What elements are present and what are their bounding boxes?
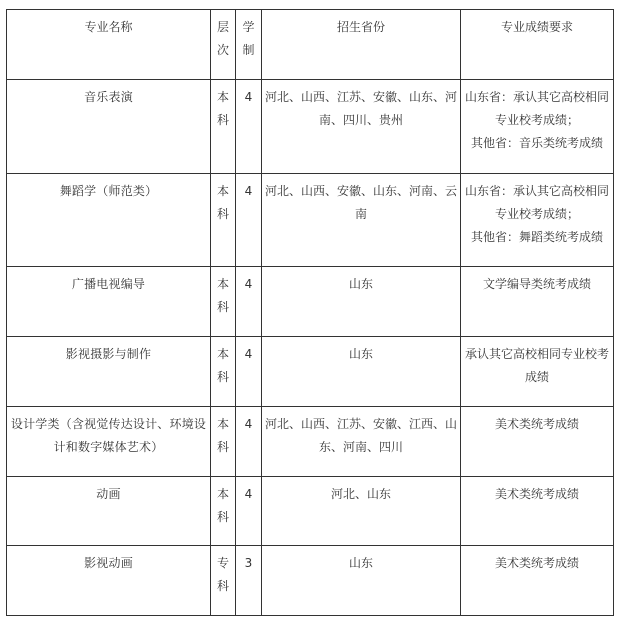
level-line1: 本 <box>216 487 229 501</box>
level-line2: 科 <box>216 300 229 314</box>
major-name-cell: 舞蹈学（师范类） <box>7 174 211 267</box>
requirement-line2: 其他省：舞蹈类统考成绩 <box>470 230 603 244</box>
level-cell <box>211 407 236 477</box>
level-line1: 专 <box>216 556 229 570</box>
header-years-line1: 学 <box>242 20 255 34</box>
major-name-cell: 音乐表演 <box>7 80 211 174</box>
years-cell: 3 <box>236 546 262 616</box>
header-requirement: 专业成绩要求 <box>461 10 614 80</box>
years-cell: 4 <box>236 477 262 546</box>
level-line1: 本 <box>216 347 229 361</box>
level-line1: 本 <box>216 184 229 198</box>
header-level-line1: 层 <box>216 20 229 34</box>
requirement-line1: 山东省：承认其它高校相同专业校考成绩； <box>464 90 609 127</box>
requirement-cell <box>461 174 614 267</box>
header-level <box>211 10 236 80</box>
level-line1: 本 <box>216 277 229 291</box>
level-line2: 科 <box>216 510 229 524</box>
table-row <box>7 546 614 616</box>
level-line2: 科 <box>216 207 229 221</box>
major-name-cell: 影视摄影与制作 <box>7 337 211 407</box>
requirement-cell: 美术类统考成绩 <box>461 477 614 546</box>
header-years <box>236 10 262 80</box>
level-line2: 科 <box>216 579 229 593</box>
major-name-cell: 影视动画 <box>7 546 211 616</box>
provinces-cell: 河北、山西、江苏、安徽、江西、山东、河南、四川 <box>262 407 461 477</box>
level-cell <box>211 337 236 407</box>
requirement-cell: 美术类统考成绩 <box>461 546 614 616</box>
header-years-line2: 制 <box>242 43 255 57</box>
major-name-cell: 设计学类（含视觉传达设计、环境设计和数字媒体艺术） <box>7 407 211 477</box>
level-line2: 科 <box>216 113 229 127</box>
level-cell <box>211 477 236 546</box>
header-provinces: 招生省份 <box>262 10 461 80</box>
provinces-cell: 河北、山西、江苏、安徽、山东、河南、四川、贵州 <box>262 80 461 174</box>
level-line2: 科 <box>216 440 229 454</box>
header-major-name: 专业名称 <box>7 10 211 80</box>
majors-table <box>6 9 614 616</box>
requirement-cell <box>461 80 614 174</box>
requirement-line2: 其他省：音乐类统考成绩 <box>470 136 603 150</box>
table-row <box>7 337 614 407</box>
years-cell: 4 <box>236 80 262 174</box>
requirement-cell: 承认其它高校相同专业校考成绩 <box>461 337 614 407</box>
level-line1: 本 <box>216 90 229 104</box>
years-cell: 4 <box>236 337 262 407</box>
table-row <box>7 267 614 337</box>
provinces-cell: 河北、山西、安徽、山东、河南、云南 <box>262 174 461 267</box>
header-level-line2: 次 <box>216 43 229 57</box>
level-line1: 本 <box>216 417 229 431</box>
provinces-cell: 山东 <box>262 337 461 407</box>
table-row <box>7 80 614 174</box>
provinces-cell: 河北、山东 <box>262 477 461 546</box>
level-cell <box>211 174 236 267</box>
years-cell: 4 <box>236 407 262 477</box>
level-line2: 科 <box>216 370 229 384</box>
requirement-cell: 美术类统考成绩 <box>461 407 614 477</box>
table-row <box>7 407 614 477</box>
table-header-row <box>7 10 614 80</box>
provinces-cell: 山东 <box>262 267 461 337</box>
table-row <box>7 174 614 267</box>
level-cell <box>211 80 236 174</box>
level-cell <box>211 267 236 337</box>
level-cell <box>211 546 236 616</box>
major-name-cell: 动画 <box>7 477 211 546</box>
years-cell: 4 <box>236 267 262 337</box>
requirement-line1: 山东省：承认其它高校相同专业校考成绩； <box>464 184 609 221</box>
requirement-cell: 文学编导类统考成绩 <box>461 267 614 337</box>
major-name-cell: 广播电视编导 <box>7 267 211 337</box>
years-cell: 4 <box>236 174 262 267</box>
table-row <box>7 477 614 546</box>
provinces-cell: 山东 <box>262 546 461 616</box>
